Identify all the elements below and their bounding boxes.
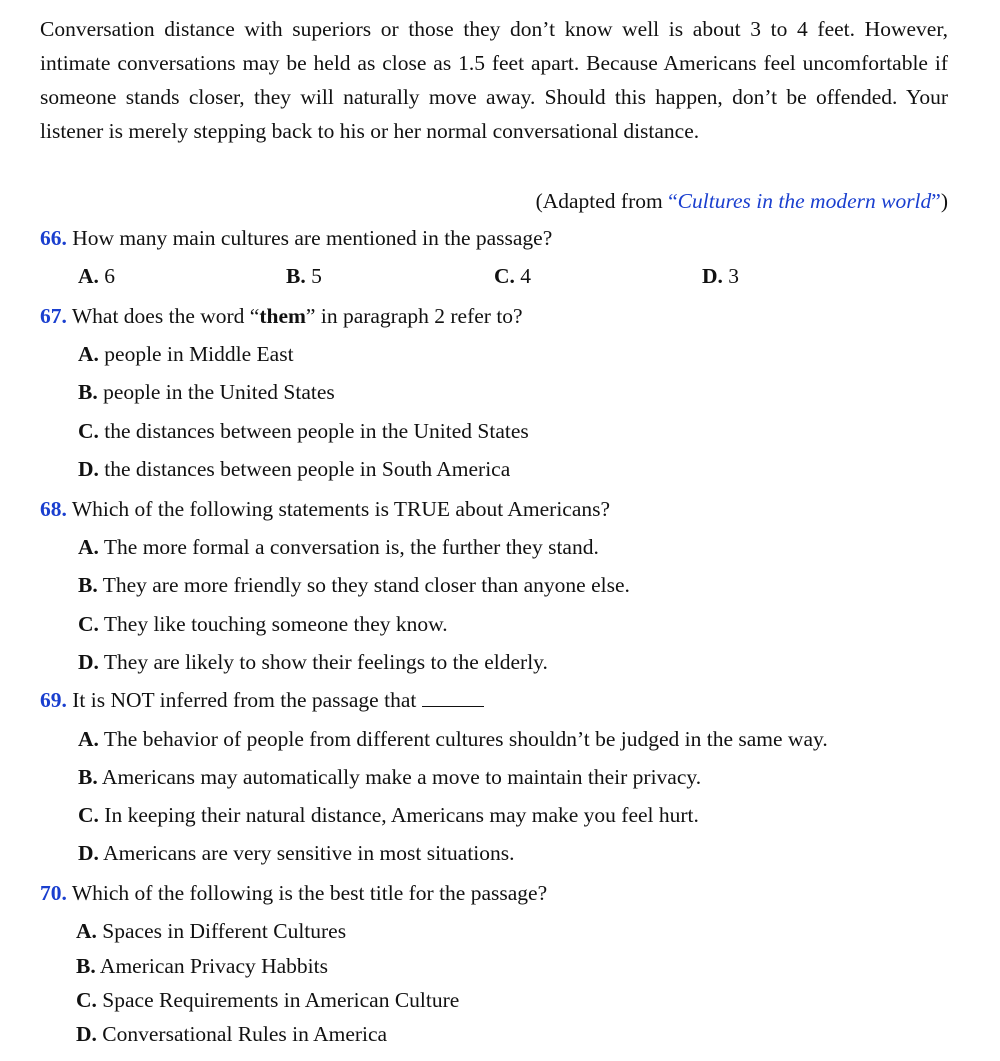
question-stem-bold: them	[259, 304, 306, 328]
option-letter: A.	[78, 535, 99, 559]
option-69-a[interactable]	[78, 723, 828, 755]
question-stem: It is NOT inferred from the passage that	[72, 688, 417, 712]
option-66-d[interactable]	[702, 260, 739, 292]
question-69	[40, 684, 484, 716]
option-67-c[interactable]	[78, 415, 529, 447]
option-text: 3	[728, 264, 740, 288]
option-66-b[interactable]	[286, 260, 322, 292]
option-text: American Privacy Habbits	[99, 954, 328, 978]
option-text: 5	[311, 264, 322, 288]
option-letter: B.	[76, 954, 96, 978]
option-69-d[interactable]	[78, 837, 515, 869]
passage-source	[536, 184, 948, 218]
option-68-c[interactable]	[78, 608, 448, 640]
question-67	[40, 300, 523, 332]
option-letter: A.	[76, 919, 97, 943]
option-70-c[interactable]	[76, 984, 459, 1016]
option-letter: A.	[78, 342, 99, 366]
option-text: Americans are very sensitive in most situations.	[103, 841, 515, 865]
option-text: They are likely to show their feelings to the elderly.	[103, 650, 548, 674]
option-letter: C.	[78, 419, 99, 443]
option-letter: A.	[78, 264, 99, 288]
option-70-a[interactable]	[76, 915, 346, 947]
option-66-c[interactable]	[494, 260, 531, 292]
option-text: people in Middle East	[104, 342, 294, 366]
question-number: 66.	[40, 226, 67, 250]
option-69-c[interactable]	[78, 799, 699, 831]
option-67-a[interactable]	[78, 338, 294, 370]
source-suffix: )	[940, 189, 948, 213]
passage-paragraph	[40, 12, 948, 148]
option-letter: B.	[78, 573, 98, 597]
option-text: Space Requirements in American Culture	[102, 988, 460, 1012]
option-68-b[interactable]	[78, 569, 630, 601]
option-letter: D.	[78, 650, 99, 674]
option-letter: D.	[702, 264, 723, 288]
option-67-b[interactable]	[78, 376, 335, 408]
option-69-b[interactable]	[78, 761, 701, 793]
option-68-d[interactable]	[78, 646, 548, 678]
question-68	[40, 493, 610, 525]
option-70-d[interactable]	[76, 1018, 387, 1050]
option-text: Conversational Rules in America	[102, 1022, 388, 1046]
option-letter: D.	[78, 841, 99, 865]
question-70	[40, 877, 547, 909]
option-letter: D.	[76, 1022, 97, 1046]
option-text: They are more friendly so they stand closer than anyone else.	[102, 573, 630, 597]
question-stem: Which of the following is the best title for the passage?	[71, 881, 548, 905]
question-stem-before: What does the word “	[71, 304, 260, 328]
option-67-d[interactable]	[78, 453, 510, 485]
option-text: the distances between people in South America	[104, 457, 511, 481]
source-open-quote: “	[668, 189, 678, 213]
option-text: 6	[104, 264, 116, 288]
option-70-b[interactable]	[76, 950, 328, 982]
option-letter: C.	[76, 988, 97, 1012]
option-text: people in the United States	[103, 380, 335, 404]
question-number: 68.	[40, 497, 67, 521]
source-prefix: (Adapted from	[535, 189, 669, 213]
option-text: They like touching someone they know.	[103, 612, 448, 636]
option-letter: B.	[78, 765, 98, 789]
option-letter: C.	[78, 612, 99, 636]
source-close-quote: ”	[931, 189, 941, 213]
option-text: Americans may automatically make a move to maintain their privacy.	[101, 765, 702, 789]
question-number: 70.	[40, 881, 67, 905]
option-text: 4	[520, 264, 532, 288]
source-title: Cultures in the modern world	[677, 189, 932, 213]
option-letter: B.	[78, 380, 98, 404]
question-number: 69.	[40, 688, 67, 712]
passage-text: Conversation distance with superiors or those they don’t know well is about 3 to 4 feet. However, intimate conversations may be held as close as 1.5 feet apart. Because Americans feel uncomfortable if someone stands closer, they will naturally move away. Should this happen, don’t be offended. Your listener is merely stepping back to his or her normal conversational distance.	[40, 17, 948, 143]
option-text: the distances between people in the United States	[104, 419, 529, 443]
option-text: The behavior of people from different cultures shouldn’t be judged in the same way.	[103, 727, 828, 751]
option-letter: D.	[78, 457, 99, 481]
question-number: 67.	[40, 304, 67, 328]
option-66-a[interactable]	[78, 260, 115, 292]
option-letter: A.	[78, 727, 99, 751]
answer-blank[interactable]	[422, 686, 484, 707]
option-text: Spaces in Different Cultures	[102, 919, 347, 943]
question-stem: Which of the following statements is TRUE about Americans?	[71, 497, 611, 521]
question-stem: How many main cultures are mentioned in the passage?	[72, 226, 553, 250]
option-letter: C.	[494, 264, 515, 288]
option-text: In keeping their natural distance, Americans may make you feel hurt.	[104, 803, 699, 827]
question-66	[40, 222, 552, 254]
option-letter: B.	[286, 264, 306, 288]
option-68-a[interactable]	[78, 531, 599, 563]
option-letter: C.	[78, 803, 99, 827]
option-text: The more formal a conversation is, the further they stand.	[103, 535, 599, 559]
question-stem-after: ” in paragraph 2 refer to?	[305, 304, 523, 328]
